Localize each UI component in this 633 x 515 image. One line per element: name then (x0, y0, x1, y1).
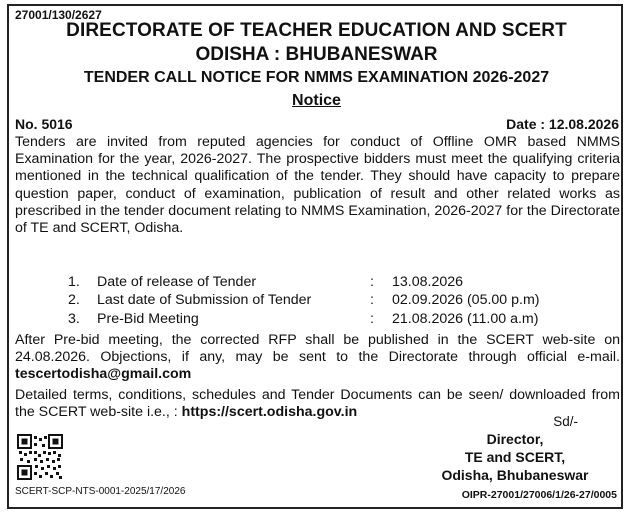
notice-date: Date : 12.08.2026 (506, 116, 619, 132)
schedule-colon: : (370, 292, 374, 308)
scert-website-link[interactable]: https://scert.odisha.gov.in (181, 404, 358, 421)
notice-number: No. 5016 (15, 116, 73, 132)
notice-label: Notice (292, 92, 341, 109)
prebid-paragraph (15, 332, 620, 384)
tender-invitation-paragraph: Tenders are invited from reputed agencies for conduct of Offline OMR based NMMS Examination for the year, 2026-2027. The prospective bidders must meet the qualifying criteria mentioned in the technical qualification of the tender. They should have capacity to prepare question paper, conduct of examination, publication of result and other related works as prescribed in the tender document relating to NMMS Examination, 2026-2027 for the Directorate of TE and SCERT, Odisha. (15, 134, 620, 237)
schedule-colon: : (370, 311, 374, 327)
documents-text: Detailed terms, conditions, schedules and Tender Documents can be seen/ downloaded from the SCERT web-site i.e., : (15, 387, 620, 421)
oipr-number: OIPR-27001/27006/1/26-27/0005 (461, 489, 617, 501)
schedule-value: 13.08.2026 (392, 274, 464, 290)
schedule-num: 2. (68, 292, 80, 308)
qr-code-icon (17, 434, 63, 480)
documents-paragraph (15, 387, 620, 421)
schedule-value: 21.08.2026 (11.00 a.m) (392, 311, 539, 327)
scert-code: SCERT-SCP-NTS-0001-2025/17/2026 (15, 486, 186, 497)
schedule-label: Last date of Submission of Tender (97, 292, 312, 308)
tender-call-heading: TENDER CALL NOTICE FOR NMMS EXAMINATION 2026-2027 (83, 69, 550, 86)
signature-sd: Sd/- (553, 414, 578, 429)
schedule-label: Pre-Bid Meeting (97, 311, 199, 327)
reference-number: 27001/130/2627 (15, 8, 102, 22)
schedule-num: 3. (68, 311, 80, 327)
signature-place: Odisha, Bhubaneswar (441, 467, 589, 483)
signature-designation: Director, (486, 431, 544, 447)
signature-block (415, 430, 615, 484)
schedule-value: 02.09.2026 (05.00 p.m) (392, 292, 540, 308)
schedule-label: Date of release of Tender (97, 274, 257, 290)
directorate-location: ODISHA : BHUBANESWAR (195, 44, 438, 65)
notice-heading (0, 92, 633, 110)
directorate-title: DIRECTORATE OF TEACHER EDUCATION AND SCERT (66, 20, 567, 41)
schedule-num: 1. (68, 274, 80, 290)
prebid-text: After Pre-bid meeting, the corrected RFP shall be published in the SCERT web-site on 24.08.2026. Objections, if any, may be sent to the Directorate through official e-mail. (15, 332, 620, 366)
signature-office: TE and SCERT, (464, 449, 566, 465)
official-email-link[interactable]: tescertodisha@gmail.com (15, 366, 192, 383)
schedule-colon: : (370, 274, 374, 290)
